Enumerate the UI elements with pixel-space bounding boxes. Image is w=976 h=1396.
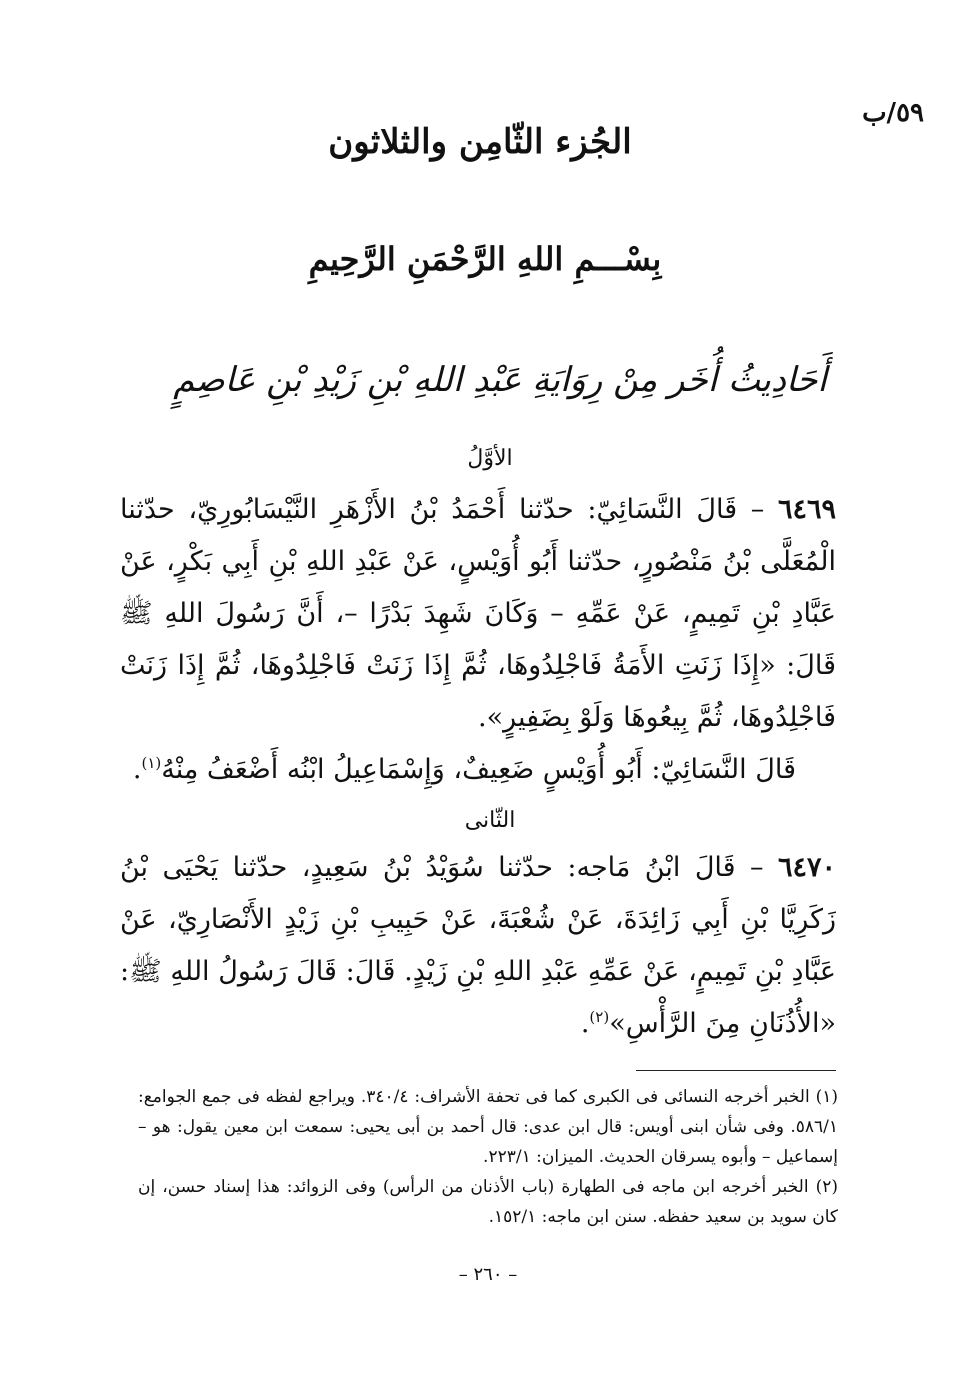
hadith-1 [120, 484, 836, 796]
hadith-1-text: – قَالَ النَّسَائِيّ: حدّثنا أَحْمَدُ بْنُ الأَزْهَرِ النَّيْسَابُورِيّ، حدّثنا الْمُعَلَّى بْنُ مَنْصُورٍ، حدّثنا أَبُو أُوَيْسٍ، عَنْ عَبْدِ اللهِ بْنِ أَبِي بَكْرٍ، عَنْ عَبَّادِ بْنِ تَمِيمٍ، عَنْ عَمِّهِ – وَكَانَ شَهِدَ بَدْرًا –، أَنَّ رَسُولَ اللهِ ﷺ قَالَ: «إِذَا زَنَتِ الأَمَةُ فَاجْلِدُوهَا، ثُمَّ إِذَا زَنَتْ فَاجْلِدُوهَا، ثُمَّ إِذَا زَنَتْ فَاجْلِدُوهَا، ثُمَّ بِيعُوهَا وَلَوْ بِضَفِيرٍ». [120, 494, 836, 733]
hadith-2-number: ٦٤٧٠ [777, 852, 836, 883]
footnote-1: (١) الخبر أخرجه النسائى فى الكبرى كما فى تحفة الأشراف: ٣٤٠/٤. ويراجع لفظه فى جمع الجوامع: ٥٨٦/١. وفى شأن ابنى أويس: قال ابن عدى: قال أحمد بن أبى يحيى: سمعت ابن معين يقول: هو – إسماعيل – وأبوه يسرقان الحديث. الميزان: ٢٢٣/١. [138, 1087, 838, 1167]
page-number: – ٢٦٠ – [458, 1264, 518, 1285]
footnote-ref-1: (١) [141, 754, 162, 772]
hadith-2 [120, 842, 836, 1050]
part-title: الجُزء الثّامِن والثلاثون [328, 122, 632, 162]
hadith-1-label: الأوَّلُ [467, 446, 513, 471]
hadith-2-body [120, 842, 836, 1050]
footnote-divider [636, 1070, 836, 1071]
footnotes [138, 1082, 838, 1232]
hadith-1-note-text: قَالَ النَّسَائِيّ: أَبُو أُوَيْسٍ ضَعِيفٌ، وَإِسْمَاعِيلُ ابْنُه أَضْعَفُ مِنْهُ [161, 754, 796, 785]
section-title: أَحَادِيثُ أُخَر مِنْ رِوَايَةِ عَبْدِ اللهِ بْنِ زَيْدِ بْنِ عَاصِمٍ [173, 360, 827, 400]
footnote-2: (٢) الخبر أخرجه ابن ماجه فى الطهارة (باب الأذنان من الرأس) وفى الزوائد: هذا إسناد حسن، إن كان سويد بن سعيد حفظه. سنن ابن ماجه: ١٥٢/١. [138, 1177, 838, 1227]
hadith-1-body [120, 484, 836, 744]
hadith-1-note-end: . [132, 754, 142, 785]
hadith-1-number: ٦٤٦٩ [777, 494, 836, 525]
hadith-1-note [120, 744, 836, 796]
hadith-2-text: – قَالَ ابْنُ مَاجه: حدّثنا سُوَيْدُ بْنُ سَعِيدٍ، حدّثنا يَحْيَى بْنُ زَكَرِيَّا بْنِ أَبِي زَائِدَةَ، عَنْ شُعْبَةَ، عَنْ حَبِيبِ بْنِ زَيْدٍ الأَنْصَارِيّ، عَنْ عَبَّادِ بْنِ تَمِيمٍ، عَنْ عَمِّهِ عَبْدِ اللهِ بْنِ زَيْدٍ. قَالَ: قَالَ رَسُولُ اللهِ ﷺ: «الأُذُنَانِ مِنَ الرَّأْسِ» [120, 852, 836, 1039]
footnote-ref-2: (٢) [589, 1008, 610, 1026]
hadith-2-label: الثّانى [464, 808, 516, 833]
basmala: بِسْـــمِ اللهِ الرَّحْمَنِ الرَّحِيمِ [308, 240, 662, 278]
hadith-2-end: . [580, 1008, 590, 1039]
folio-marker: ٥٩/ب [862, 98, 924, 128]
